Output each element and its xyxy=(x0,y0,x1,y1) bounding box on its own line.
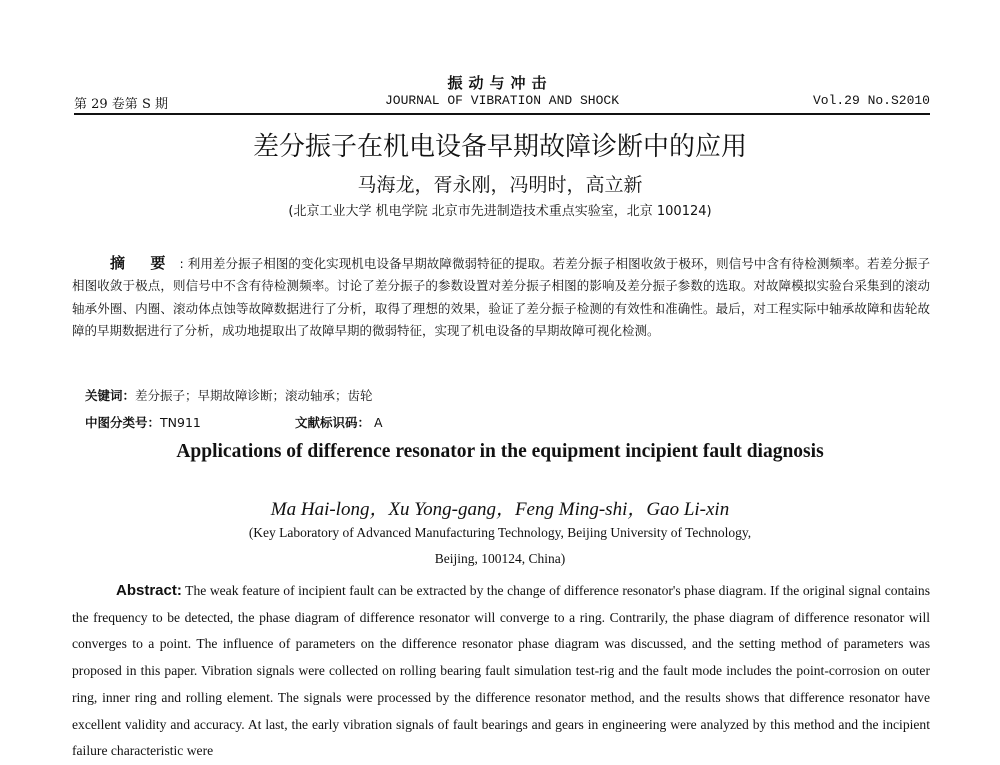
paper-title-cn: 差分振子在机电设备早期故障诊断中的应用 xyxy=(252,132,747,162)
affiliation-en-line2: Beijing, 100124, China) xyxy=(434,551,566,566)
doc-code-value: A xyxy=(374,415,383,430)
journal-name-cn: 振动与冲击 xyxy=(447,74,553,92)
affiliation-cn: (北京工业大学 机电学院 北京市先进制造技术重点实验室，北京 100124) xyxy=(288,204,712,219)
keywords-row xyxy=(85,386,373,404)
abstract-cn: 摘 要 : 利用差分振子相图的变化实现机电设备早期故障微弱特征的提取。若差分振子相图收敛于极环，则信号中含有待检测频率。若差分振子相图收敛于极点，则信号中不含有待检测频率。讨论了差分振子的参数设置对差分振子相图的影响及差分振子参数的选取。对故障模拟实验台采集到的滚动轴承外圈、内圈、滚动体点蚀等故障数据进行了分析，取得了理想的效果，验证了差分振子检测的有效性和准确性。最后，对工程实际中轴承故障和齿轮故障的早期数据进行了分析，成功地提取出了故障早期的微弱特征，实现了机电设备的早期故障可视化检测。 xyxy=(72,254,930,338)
doc-code xyxy=(295,413,383,431)
classification-row xyxy=(85,413,585,431)
authors-cn: 马海龙，胥永刚，冯明时，高立新 xyxy=(357,174,643,196)
journal-name-en: JOURNAL OF VIBRATION AND SHOCK xyxy=(384,93,620,108)
running-header xyxy=(74,93,930,115)
abstract-cn-text: 利用差分振子相图的变化实现机电设备早期故障微弱特征的提取。若差分振子相图收敛于极环，则信号中含有待检测频率。若差分振子相图收敛于极点，则信号中不含有待检测频率。讨论了差分振子的参数设置对差分振子相图的影响及差分振子参数的选取。对故障模拟实验台采集到的滚动轴承外圈、内圈、滚动体点蚀等故障数据进行了分析，取得了理想的效果，验证了差分振子检测的有效性和准确性。最后，对工程实际中轴承故障和齿轮故障的早期数据进行了分析，成功地提取出了故障早期的微弱特征，实现了机电设备的早期故障可视化检测。 xyxy=(72,256,930,338)
keywords-text: 差分振子；早期故障诊断；滚动轴承；齿轮 xyxy=(135,388,373,403)
doc-code-label: 文献标识码： xyxy=(295,415,371,430)
clc-value: TN911 xyxy=(160,415,201,430)
affiliation-en-line1: (Key Laboratory of Advanced Manufacturing Technology, Beijing University of Technology, xyxy=(248,525,752,540)
issue-cn: 第 29 卷第 S 期 xyxy=(74,97,168,112)
clc-label: 中图分类号： xyxy=(85,415,161,430)
abstract-en xyxy=(72,578,930,765)
abstract-en-text: The weak feature of incipient fault can be extracted by the change of difference resonator's phase diagram. If the original signal contains the frequency to be detected, the phase diagram of difference resonator will converge to a ring. Contrarily, the phase diagram of difference resonator will converges to a point. The influence of parameters on the difference resonator phase diagram was discussed, and the setting method of parameters was proposed in this paper. Vibration signals were collected on rolling bearing fault simulation test-rig and the fault mode includes the point-corrosion on outer ring, inner ring and rolling element. The signals were processed by the difference resonator method, and the results shows that difference resonator have excellent validity and accuracy. At last, the early vibration signals of fault bearings and gears in engineering were analyzed by this method and the incipient failure characteristic were xyxy=(72,583,930,759)
abstract-en-label: Abstract: xyxy=(116,582,182,599)
paper-title-en: Applications of difference resonator in the equipment incipient fault diagnosis xyxy=(176,441,824,462)
volume-en: Vol.29 No.S2010 xyxy=(812,93,930,108)
keywords-label: 关键词： xyxy=(85,388,136,403)
authors-en: Ma Hai-long，Xu Yong-gang，Feng Ming-shi，Gao Li-xin xyxy=(270,499,730,520)
abstract-cn-label: 摘 要 xyxy=(110,254,176,272)
